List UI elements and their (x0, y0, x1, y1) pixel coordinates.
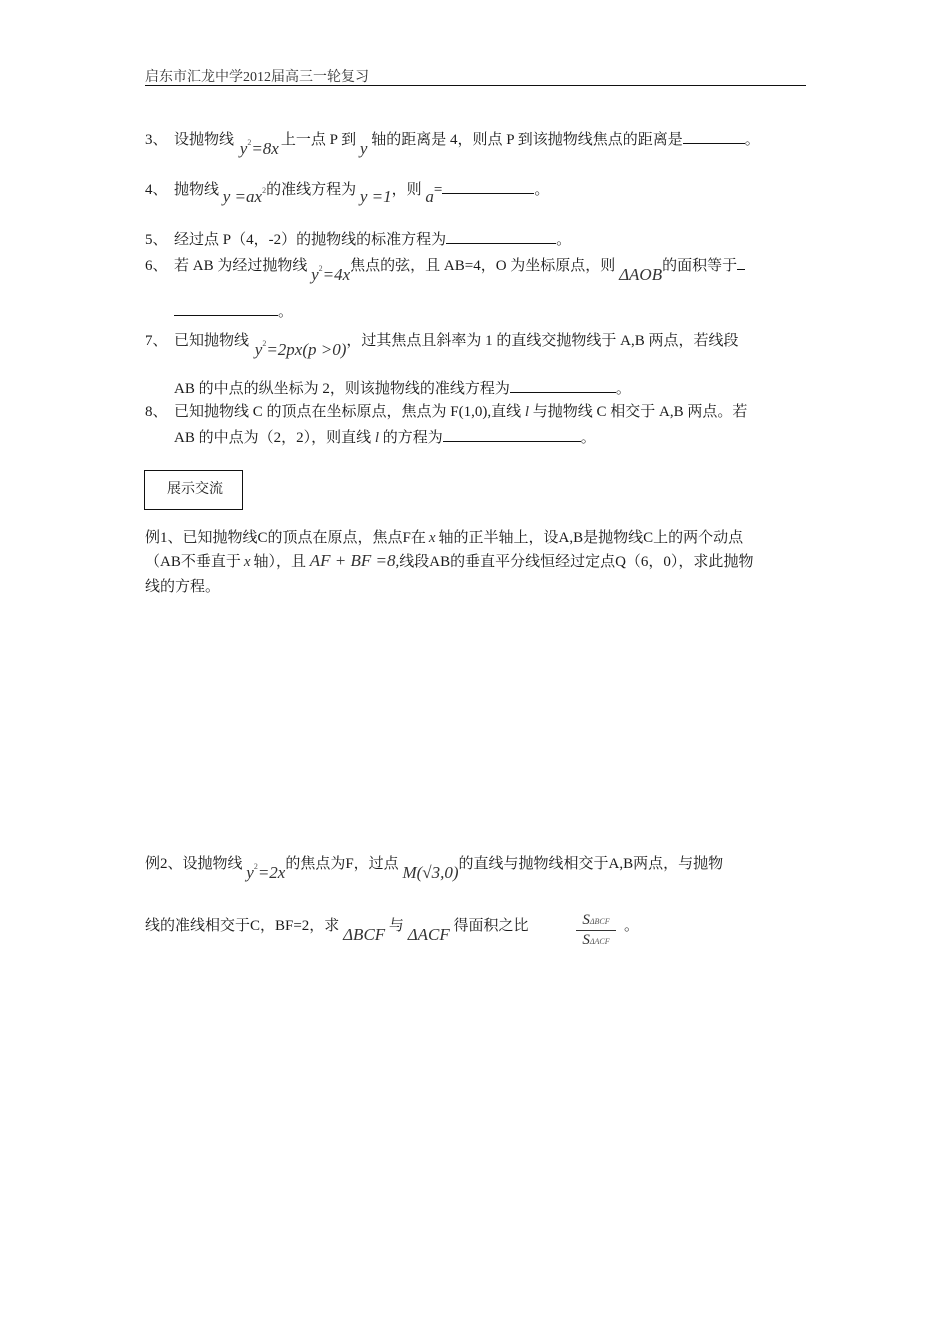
ex2-formula-1: $y^2=2x$ (246, 862, 286, 882)
header-rule (145, 85, 806, 86)
question-number: 7、 (145, 333, 168, 349)
q8-formula-2: l (374, 430, 380, 446)
question-number: 6、 (145, 258, 168, 274)
example-1-line-3: 线的方程。 (145, 579, 221, 595)
q4-text-1: 抛物线 (174, 182, 220, 198)
answer-blank[interactable] (443, 429, 581, 442)
answer-blank[interactable] (446, 231, 556, 244)
answer-blank[interactable] (174, 303, 278, 316)
page-header: 启东市汇龙中学2012届高三一轮复习 (145, 70, 369, 85)
question-number: 4、 (145, 182, 168, 198)
question-3: 3、 设抛物线 $y^2=8x$ 上一点 P 到 y 轴的距离是 4，则点 P 到该抛物线焦点的距离是 。 (145, 128, 760, 149)
ex1-formula: AF + BF =8 (309, 551, 396, 570)
q4-formula-2: y =1 (359, 187, 392, 206)
question-number: 5、 (145, 232, 168, 248)
section-box-label: 展示交流 (167, 482, 223, 497)
question-5: 5、 经过点 P（4，-2）的抛物线的标准方程为 。 (145, 228, 571, 249)
question-8: 8、 已知抛物线 C 的顶点在坐标原点，焦点为 F(1,0),直线 l 与抛物线 C 相交于 A,B 两点。若 (145, 400, 747, 421)
q4-formula-1: $y =ax^2$ (222, 186, 267, 206)
example-2-line-1: 例2、设抛物线 $y^2=2x$的焦点为F，过点 M(√3,0)的直线与抛物线相交于A,B两点，与抛物 (145, 856, 724, 882)
q3-formula-1: $y^2=8x$ (239, 138, 279, 158)
question-7: 7、 已知抛物线 $y^2=2px(p >0)$，过其焦点且斜率为 1 的直线交抛物线于 A,B 两点，若线段 (145, 329, 738, 350)
question-number: 3、 (145, 132, 168, 148)
ex2-formula-4: ΔACF (407, 925, 450, 944)
question-6-cont: 。 (174, 300, 293, 321)
example-2-period: 。 (624, 918, 640, 934)
q7-formula-1: $y^2=2px(p >0)$ (254, 339, 347, 359)
ex2-formula-2: M(√3,0) (402, 863, 459, 882)
example-2-line-2: 线的准线相交于C，BF=2，求 ΔBCF 与 ΔACF 得面积之比 (145, 918, 529, 944)
answer-blank[interactable] (442, 181, 534, 194)
q6-formula-2: ΔAOB (619, 265, 663, 284)
example-1-line-1: 例1、已知抛物线C的顶点在原点，焦点F在 x 轴的正半轴上，设A,B是抛物线C上的两个动点 (145, 530, 744, 546)
question-number: 8、 (145, 404, 168, 420)
answer-blank[interactable] (737, 257, 745, 270)
example-1-line-2: （AB不垂直于 x 轴），且 AF + BF =8,线段AB的垂直平分线恒经过定点Q（6，0），求此抛物 (145, 551, 754, 570)
question-7-cont: AB 的中点的纵坐标为 2，则该抛物线的准线方程为 。 (174, 381, 631, 397)
question-4: 4、 抛物线 $y =ax^2$的准线方程为 y =1，则 a= 。 (145, 178, 549, 199)
question-8-cont: AB 的中点为（2，2），则直线 l 的方程为 。 (174, 430, 596, 446)
ex2-formula-3: ΔBCF (343, 925, 386, 944)
q8-formula-1: l (524, 404, 530, 420)
q3-text-2: 上一点 P 到 (280, 132, 357, 148)
area-ratio-fraction: SΔBCF SΔACF (576, 912, 616, 949)
q4-formula-3: a (425, 187, 434, 206)
q3-text-1: 设抛物线 (174, 132, 235, 148)
answer-blank[interactable] (683, 131, 745, 144)
q3-formula-2: y (359, 139, 368, 158)
q3-text-3: 轴的距离是 4，则点 P 到该抛物线焦点的距离是 (371, 132, 683, 148)
q6-formula-1: $y^2=4x$ (311, 264, 351, 284)
q4-text-2: 的准线方程为 (266, 182, 357, 198)
answer-blank[interactable] (510, 380, 616, 393)
question-6: 6、 若 AB 为经过抛物线 $y^2=4x$焦点的弦，且 AB=4，O 为坐标原点，则 ΔAOB的面积等于 (145, 254, 745, 275)
